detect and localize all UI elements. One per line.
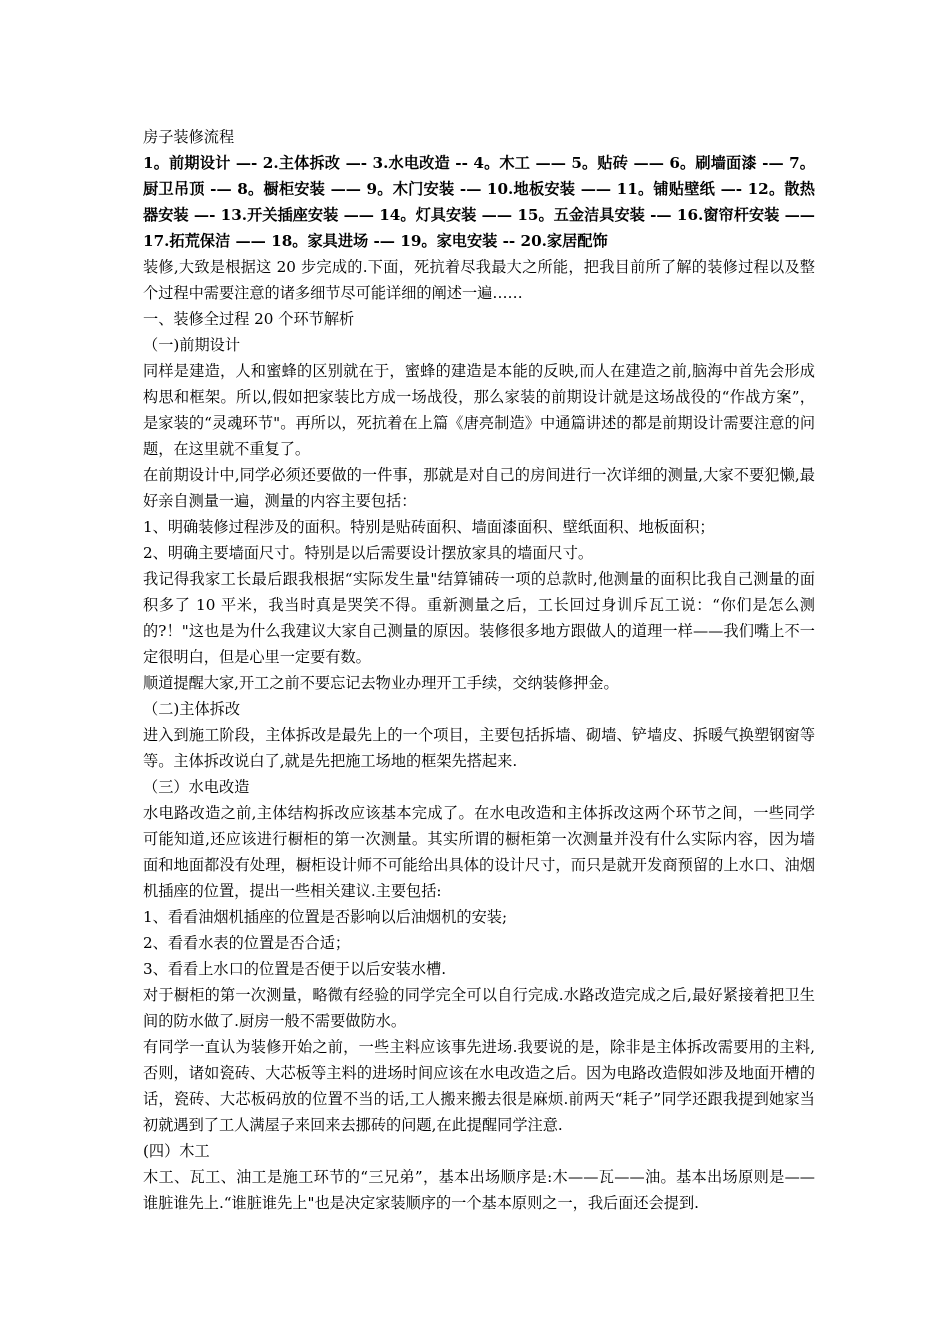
paragraph: 进入到施工阶段，主体拆改是最先上的一个项目，主要包括拆墙、砌墙、铲墙皮、拆暖气换塑钢窗等等。主体拆改说白了,就是先把施工场地的框架先搭起来. [143,726,815,770]
list-item: 3、看看上水口的位置是否便于以后安装水槽. [143,960,447,978]
paragraph: 木工、瓦工、油工是施工环节的“三兄弟”，基本出场顺序是:木——瓦——油。基本出场原则是——谁脏谁先上.“谁脏谁先上"也是决定家装顺序的一个基本原则之一，我后面还会提到. [143,1168,815,1212]
list-item: 1、明确装修过程涉及的面积。特别是贴砖面积、墙面漆面积、壁纸面积、地板面积； [143,518,715,536]
section-heading-plumbing-electrical: （三）水电改造 [143,778,250,796]
paragraph: 顺道提醒大家,开工之前不要忘记去物业办理开工手续，交纳装修押金。 [143,674,619,692]
list-item: 2、看看水表的位置是否合适； [143,934,351,952]
section-heading-design: （一)前期设计 [143,336,241,354]
paragraph: 水电路改造之前,主体结构拆改应该基本完成了。在水电改造和主体拆改这两个环节之间，一些同学可能知道,还应该进行橱柜的第一次测量。其实所谓的橱柜第一次测量并没有什么实际内容，因为墙面和地面都没有处理，橱柜设计师不可能给出具体的设计尺寸，而只是就开发商预留的上水口、油烟机插座的位置，提出一些相关建议.主要包括: [143,804,815,900]
paragraph: 在前期设计中,同学必须还要做的一件事，那就是对自己的房间进行一次详细的测量,大家不要犯懒,最好亲自测量一遍，测量的内容主要包括： [143,466,815,510]
paragraph: 我记得我家工长最后跟我根据“实际发生量"结算铺砖一项的总款时,他测量的面积比我自己测量的面积多了 10 平米，我当时真是哭笑不得。重新测量之后，工长回过身训斥瓦工说：“你们是怎么测的?！"这也是为什么我建议大家自己测量的原因。装修很多地方跟做人的道理一样——我们嘴上不一定很明白，但是心里一定要有数。 [143,570,815,666]
paragraph: 对于橱柜的第一次测量，略微有经验的同学完全可以自行完成.水路改造完成之后,最好紧接着把卫生间的防水做了.厨房一般不需要做防水。 [143,986,815,1030]
paragraph: 有同学一直认为装修开始之前，一些主料应该事先进场.我要说的是，除非是主体拆改需要用的主料,否则，诸如瓷砖、大芯板等主料的进场时间应该在水电改造之后。因为电路改造假如涉及地面开槽的话，瓷砖、大芯板码放的位置不当的话,工人搬来搬去很是麻烦.前两天“耗子”同学还跟我提到她家当初就遇到了工人满屋子来回来去挪砖的问题,在此提醒同学注意. [143,1038,815,1134]
paragraph: 同样是建造，人和蜜蜂的区别就在于，蜜蜂的建造是本能的反映,而人在建造之前,脑海中首先会形成构思和框架。所以,假如把家装比方成一场战役，那么家装的前期设计就是这场战役的“作战方案”，是家装的“灵魂环节"。再所以，死抗着在上篇《唐亮制造》中通篇讲述的都是前期设计需要注意的问题，在这里就不重复了。 [143,362,815,458]
renovation-steps-list: 1。前期设计 —- 2.主体拆改 —- 3.水电改造 -- 4。木工 —— 5。贴砖 —— 6。刷墙面漆 -— 7。厨卫吊顶 -— 8。橱柜安装 —— 9。木门安装 -— 10.地板安装 —— 11。铺贴壁纸 —- 12。散热器安装 —- 13.开关插座安装 —— 14。灯具安装 —— 15。五金洁具安装 -— 16.窗帘杆安装 —— 17.拓荒保洁 —— 18。家具进场 -— 19。家电安装 -- 20.家居配饰 [143,154,815,250]
part-heading: 一、装修全过程 20 个环节解析 [143,310,355,328]
section-heading-demolition: （二)主体拆改 [143,700,241,718]
document-title: 房子装修流程 [143,128,235,146]
intro-paragraph: 装修,大致是根据这 20 步完成的.下面，死抗着尽我最大之所能，把我目前所了解的装修过程以及整个过程中需要注意的诸多细节尽可能详细的阐述一遍…… [143,258,815,302]
list-item: 1、看看油烟机插座的位置是否影响以后油烟机的安装; [143,908,508,926]
document-body [143,124,815,1216]
list-item: 2、明确主要墙面尺寸。特别是以后需要设计摆放家具的墙面尺寸。 [143,544,594,562]
section-heading-carpentry: (四）木工 [143,1142,210,1160]
